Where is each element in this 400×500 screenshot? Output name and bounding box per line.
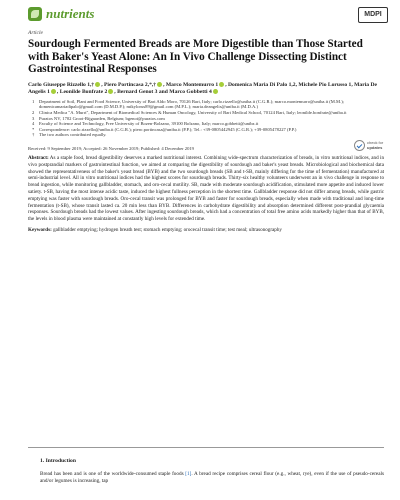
check-line1: check for [367,140,384,146]
introduction-paragraph [40,471,384,485]
leaf-icon [28,7,42,21]
publisher-logo[interactable]: MDPI [358,7,388,23]
author[interactable]: Bernard Genot 3 [117,88,158,95]
keywords [28,227,384,234]
citation-link[interactable]: [1] [185,471,192,477]
journal-name: nutrients [46,6,95,21]
section-title: Introduction [45,458,76,464]
affiliation: 1 Department of Soil, Plant and Food Science, University of Bari Aldo Moro, 70126 Bari, Italy; carlo.rizzello@uniba.it (C.G.R.); marco.montemurro@uniba.it (M.M.); domenicamariadipalo@gmail.com (D.M.D.P.); mikylorus89@gmail.com (M.P.L.); maria.deangelis@uniba.it (M.D.A.) [32,98,345,110]
keywords-label: Keywords: [28,226,52,233]
article-title: Sourdough Fermented Breads are More Digestible than Those Started with Baker's Yeast Alone: An In Vivo Challenge Dissecting Distinct Gastrointestinal Responses [28,38,363,76]
affiliation: 4 Faculty of Science and Technology, Free University of Bozen-Bolzano, 39100 Bolzano, Italy; marco.gobbetti@unibz.it [32,121,259,127]
orcid-icon[interactable] [213,89,218,94]
journal-header [28,6,388,24]
intro-text-cont: . A bread recipe comprises cereal flour (e.g., wheat, rye), even if the use of pseudo-cereals and/or legumes is increasing, tap [40,471,384,485]
article-front-matter [28,30,384,234]
author[interactable]: Marco Gobbetti 4 [169,88,212,95]
article-type: Article [28,30,43,36]
author[interactable]: Michele Pio Lorusso 1 [298,81,352,88]
orcid-icon[interactable] [95,82,100,87]
author-list: Carlo Giuseppe Rizzello 1,† , Piero Portincasa 2,*,† , Marco Montemurro 1 , Domenica Maria Di Palo 1,2, Michele Pio Lorusso 1, Maria De Angelis 1 , Leonilde Bonfrate 2 , Bernard Genot 3 and Marco Gobbetti 4 [28,81,377,95]
keywords-text: gallbladder emptying; hydrogen breath test; stomach emptying; orocecal transit time; test meal; ultrasonography [53,226,282,233]
affiliation: 2 Clinica Medica "A. Murri", Department of Biomedical Sciences & Human Oncology, University of Bari Medical School, 70124 Bari, Italy; leonilde.bonfrate@uniba.it [32,109,347,115]
publication-dates [28,140,384,151]
author[interactable]: Marco Montemurro 1 [165,81,219,88]
equal-contribution-note: † The two authors contributed equally. [32,132,107,138]
author[interactable]: Maria De Angelis 1 [28,81,377,95]
check-line2: updates [367,144,383,150]
section-divider [28,447,384,448]
orcid-icon[interactable] [219,82,224,87]
author[interactable]: Domenica Maria Di Palo 1,2 [227,81,296,88]
orcid-icon[interactable] [51,89,56,94]
abstract-text: As a staple food, bread digestibility deserves a marked nutritional interest. Combining wide-spectrum characterization of breads, in vitro nutritional indices, and in vivo postprandial markers of gastrointestinal function, we aimed at comparing the digestibility of sourdough and baker's yeast breads. Microbiological and biochemical data showed the representativeness of the baker's yeast bread (BYB) and the two sourdough breads (SB and t-SB, mainly differing for the time of fermentation) manufactured at semi-industrial level. All in vitro nutritional indices had the highest scores for sourdough breads. Thirty-six healthy volunteers underwent an in vivo challenge in response to bread ingestion, while monitoring gallbladder, stomach, and oro-cecal motility. SB, made with moderate sourdough acidification, stimulated more appetite and induced lower satiety. t-SB, having the most intense acidic taste, induced the highest fullness perception in the shortest time. Gallbladder response did not differ among breads, while gastric emptying was faster with sourdough breads. Oro-cecal transit was prolonged for BYB and faster for sourdough breads, especially when made with traditional and long-time fermentation (t-SB), whose transit lasted ca. 20 min less than BYB. Differences in carbohydrate digestibility and absorption determined different post-prandial glycaemia responses. Sourdough breads had the lowest values. After ingesting sourdough breads, which had a concentration of total free amino acids markedly higher than that of BYB, the levels in blood plasma were maintained at constantly high levels for extended time. [28,154,384,223]
author[interactable]: Piero Portincasa 2,*,† [103,81,157,88]
author[interactable]: Carlo Giuseppe Rizzello 1,† [28,81,95,88]
section-heading [40,458,76,464]
check-updates-icon [354,140,365,151]
intro-text: Bread has been and is one of the worldwide-consumed staple foods [40,471,186,477]
affiliation: 3 Puratos NV, 1702 Groot-Bijgaarden, Belgium; bgenot@puratos.com [32,115,165,121]
orcid-icon[interactable] [108,89,113,94]
journal-logo[interactable] [28,6,94,22]
abstract [28,155,384,223]
section-number: 1. [40,458,45,464]
author[interactable]: Leonilde Bonfrate 2 [59,88,108,95]
orcid-icon[interactable] [157,82,162,87]
check-for-updates-button[interactable] [354,138,384,154]
dates-text: Received: 9 September 2019; Accepted: 26 November 2019; Published: 4 December 2019 [28,145,194,151]
correspondence: * Correspondence: carlo.rizzello@uniba.it (C.G.R.); piero.portincasa@uniba.it (P.P.); Tel.: +39-0805442945 (C.G.R.); +39-0805478227 (P.P.) [32,126,297,132]
abstract-label: Abstract: [28,154,49,161]
